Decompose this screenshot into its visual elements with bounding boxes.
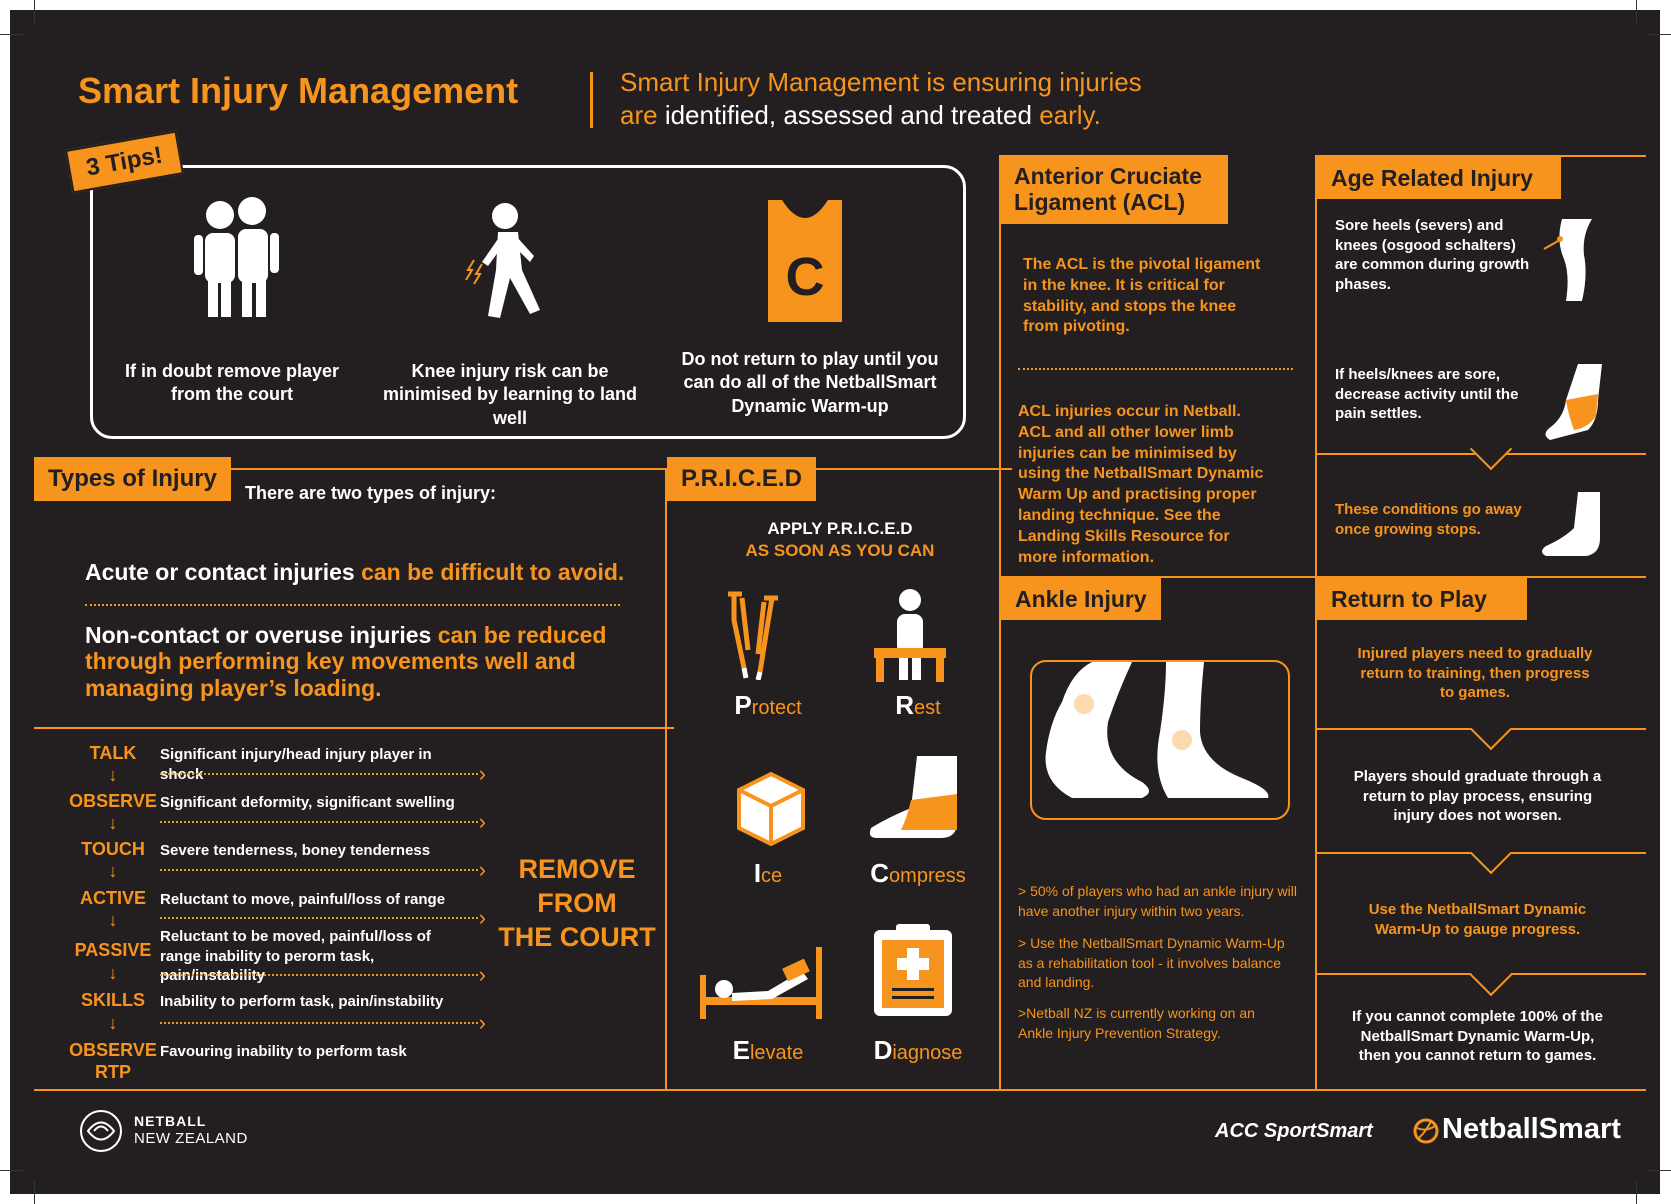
- step-talk: TALK: [89, 743, 137, 763]
- tagline-line1: Smart Injury Management is ensuring injuries: [620, 67, 1142, 97]
- netball-bib-icon: [760, 200, 850, 325]
- step-observe-desc: Significant deformity, significant swelling: [160, 794, 455, 811]
- crop-mark-br-h: [1647, 1170, 1671, 1171]
- age-text-1: Sore heels (severs) and knees (osgood schalters) are common during growth phases.: [1335, 217, 1530, 293]
- steps-top-rule: [34, 727, 674, 729]
- step-skills-desc: Inability to perform task, pain/instability: [160, 993, 444, 1010]
- step-arrow-2: ↓: [108, 813, 118, 833]
- priced-apply-line1: APPLY P.R.I.C.E.D: [767, 519, 913, 538]
- crop-mark-tr-h: [1647, 34, 1671, 35]
- step-arrow-5: ↓: [108, 963, 118, 983]
- rtp-text-3: Use the NetballSmart Dynamic Warm-Up to gauge progress.: [1368, 901, 1587, 938]
- landing-player-icon: [460, 200, 560, 325]
- priced-elevate: Elevate: [732, 1035, 804, 1065]
- crop-mark-br: [1636, 1180, 1637, 1204]
- nnz-line2: NEW ZEALAND: [134, 1129, 248, 1147]
- step-dash-5: [160, 974, 478, 976]
- rtp-label: Return to Play: [1317, 578, 1527, 620]
- step-dash-4: [160, 917, 478, 919]
- priced-left-rule: [665, 468, 667, 1089]
- nnz-line1: NETBALL: [134, 1113, 207, 1129]
- types-label: Types of Injury: [34, 457, 231, 501]
- step-passive: PASSIVE: [74, 940, 152, 960]
- acl-divider: [1018, 368, 1293, 370]
- resting-person-icon: [870, 588, 950, 683]
- ankle-bullet-2: > Use the NetballSmart Dynamic Warm-Up as a rehabilitation tool - it involves balance and landing.: [1018, 935, 1285, 991]
- acl-text-2: ACL injuries occur in Netball. ACL and all other lower limb injuries can be minimised by using the NetballSmart Dynamic Warm Up and practising proper landing technique. See the Landing Skills Resource for more information.: [1018, 403, 1264, 566]
- step-dash-2: [160, 821, 478, 823]
- bib-letter: C: [785, 247, 825, 307]
- foot-icon: [1538, 488, 1608, 563]
- priced-rest: Rest: [895, 690, 941, 720]
- types-intro: There are two types of injury:: [245, 483, 497, 503]
- ice-cube-icon: [735, 770, 807, 848]
- age-left-rule: [1315, 155, 1317, 1089]
- step-dash-6: [160, 1022, 478, 1024]
- priced-compress: Compress: [870, 858, 966, 888]
- step-talk-desc: Significant injury/head injury player in shock: [160, 746, 432, 783]
- rtp-chevron-3: [1470, 954, 1512, 996]
- step-observe-rtp: OBSERVE RTP: [69, 1040, 157, 1082]
- crop-mark-tl-h: [0, 34, 24, 35]
- acl-text-1: The ACL is the pivotal ligament in the knee. It is critical for stability, and stops the knee from pivoting.: [1023, 256, 1261, 336]
- tagline-are: are: [620, 99, 658, 130]
- tip-2-text: Knee injury risk can be minimised by learning to land well: [382, 361, 638, 428]
- priced-apply-line2: AS SOON AS YOU CAN: [745, 541, 935, 561]
- sore-heel-icon: [1538, 360, 1608, 445]
- acc-sportsmart-logo: ACC SportSmart: [1215, 1120, 1373, 1142]
- tagline-line2: [620, 99, 1180, 132]
- ankle-bullet-1: > 50% of players who had an ankle injury will have another injury within two years.: [1018, 883, 1297, 919]
- acute-white: Acute or contact injuries: [85, 559, 355, 585]
- step-active-desc: Reluctant to move, painful/loss of range: [160, 891, 446, 908]
- step-arrow-4: ↓: [108, 910, 118, 930]
- step-active: ACTIVE: [79, 888, 146, 908]
- age-label: Age Related Injury: [1317, 157, 1561, 199]
- crutches-icon: [720, 590, 790, 680]
- remove-line3: THE COURT: [498, 921, 656, 952]
- bottom-rule: [34, 1089, 1646, 1091]
- tagline-early: early.: [1039, 99, 1101, 130]
- netball-nz-logo-icon: [78, 1108, 124, 1154]
- nnz-wordmark: [134, 1113, 248, 1148]
- acute-orange: can be difficult to avoid.: [361, 559, 625, 585]
- acl-left-rule: [999, 155, 1001, 1089]
- age-text-3: These conditions go away once growing stops.: [1335, 501, 1522, 538]
- age-text-2: If heels/knees are sore, decrease activity until the pain settles.: [1335, 366, 1519, 422]
- remove-line1: REMOVE: [518, 854, 636, 884]
- step-arrow-6: ↓: [108, 1013, 118, 1033]
- netballsmart-logo: NetballSmart: [1442, 1113, 1621, 1145]
- step-passive-desc: Reluctant to be moved, painful/loss of range inability to perorm task, pain/instability: [160, 928, 431, 984]
- page-tagline: [620, 66, 1180, 131]
- acute-injury-text: [85, 558, 645, 588]
- title-divider: [590, 72, 593, 128]
- ankle-label: Ankle Injury: [1001, 578, 1161, 620]
- two-players-icon: [190, 195, 290, 320]
- ankle-bullet-3: >Netball NZ is currently working on an Ankle Injury Prevention Strategy.: [1018, 1005, 1255, 1041]
- step-arrow-1: ↓: [108, 765, 118, 785]
- crop-mark-bl-h: [0, 1170, 24, 1171]
- priced-protect: Protect: [734, 690, 802, 720]
- priced-ice: Ice: [753, 858, 783, 888]
- step-arrow-3: ↓: [108, 861, 118, 881]
- page-title: Smart Injury Management: [78, 70, 519, 111]
- types-divider: [85, 604, 620, 606]
- step-touch-desc: Severe tenderness, boney tenderness: [160, 842, 431, 859]
- priced-label: P.R.I.C.E.D: [667, 457, 816, 501]
- remove-from-court: [497, 853, 657, 954]
- leg-knee-icon: [1538, 215, 1608, 305]
- step-touch: TOUCH: [81, 839, 145, 859]
- noncontact-injury-text: [85, 622, 625, 701]
- tip-1-text: If in doubt remove player from the court: [124, 361, 340, 405]
- rtp-text-1: Injured players need to gradually return to training, then progress to games.: [1357, 645, 1593, 701]
- rtp-text-4: If you cannot complete 100% of the NetballSmart Dynamic Warm-Up, then you cannot return to games.: [1352, 1008, 1603, 1064]
- remove-line2: FROM: [537, 887, 617, 918]
- rtp-text-2: Players should graduate through a return to play process, ensuring injury does not worsen.: [1353, 768, 1602, 824]
- step-observe-rtp-desc: Favouring inability to perform task: [160, 1043, 407, 1060]
- priced-apply: [700, 518, 980, 562]
- rtp-chevron-2: [1470, 832, 1512, 874]
- step-skills: SKILLS: [80, 990, 145, 1010]
- age-chevron: [1470, 428, 1512, 470]
- step-observe: OBSERVE: [69, 791, 157, 811]
- tip-3-text: Do not return to play until you can do all of the NetballSmart Dynamic Warm-up: [681, 349, 939, 416]
- priced-diagnose: Diagnose: [873, 1035, 963, 1065]
- noncontact-orange: can be reduced through performing key movements well and managing player’s loading.: [85, 622, 607, 701]
- compressed-ankle-icon: [867, 752, 962, 842]
- netballsmart-ball-icon: [1413, 1118, 1439, 1144]
- tagline-middle: identified, assessed and treated: [664, 99, 1032, 130]
- step-dash-3: [160, 869, 478, 871]
- ankle-feet-icon: [1030, 660, 1290, 820]
- step-dash-1: [160, 773, 478, 775]
- crop-mark-tr: [1636, 0, 1637, 24]
- acl-label: Anterior Cruciate Ligament (ACL): [1000, 155, 1228, 224]
- elevated-leg-icon: [698, 945, 828, 1020]
- infographic-page: [10, 10, 1660, 1194]
- rtp-chevron-1: [1470, 708, 1512, 750]
- noncontact-white: Non-contact or overuse injuries: [85, 622, 432, 648]
- crop-mark-bl: [34, 1180, 35, 1204]
- crop-mark-tl: [34, 0, 35, 24]
- tips-badge-text: 3 Tips!: [84, 141, 165, 182]
- medical-clipboard-icon: [870, 922, 956, 1018]
